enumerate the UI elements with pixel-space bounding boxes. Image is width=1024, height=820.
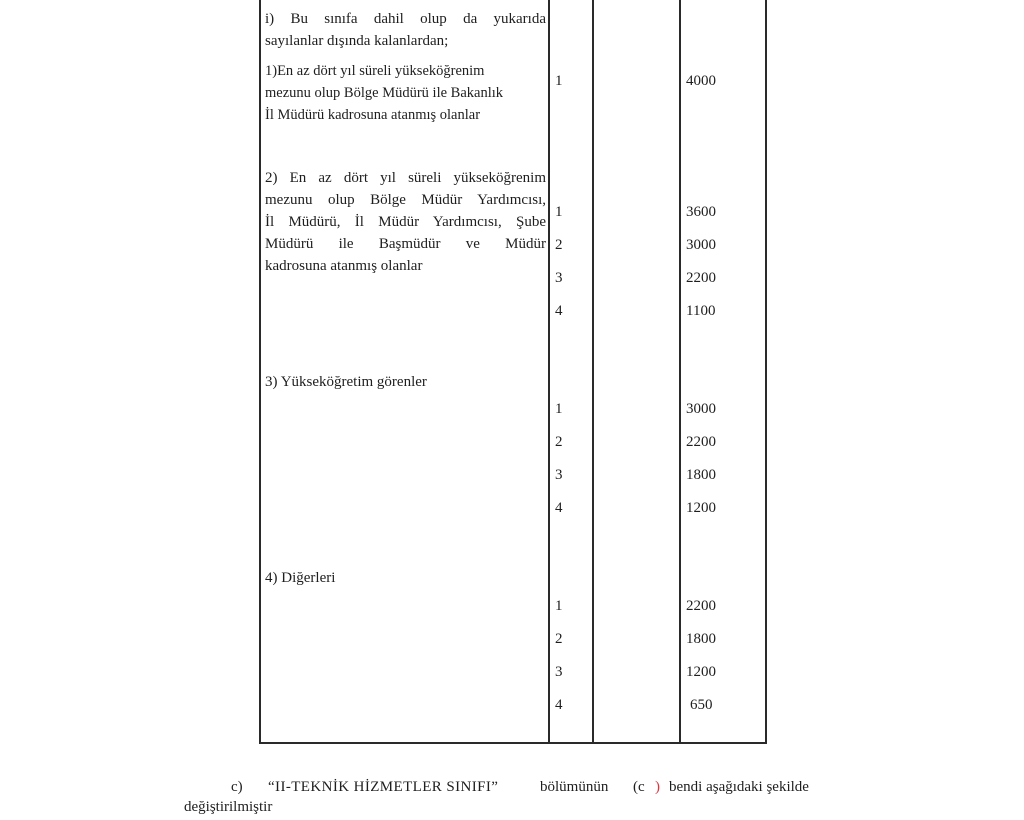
desc-line: mezunu olup Bölge Müdür Yardımcısı, [265, 192, 546, 208]
degree-cell: 1 [555, 73, 563, 89]
desc-line: 4) Diğerleri [265, 570, 336, 586]
amount-cell: 1200 [686, 664, 716, 680]
desc-line: 3) Yükseköğretim görenler [265, 374, 427, 390]
amount-cell: 2200 [686, 270, 716, 286]
table-border-bottom [259, 742, 767, 744]
degree-cell: 1 [555, 401, 563, 417]
desc-line: İl Müdürü kadrosuna atanmış olanlar [265, 107, 481, 123]
degree-cell: 2 [555, 631, 563, 647]
desc-line: mezunu olup Bölge Müdürü ile Bakanlık [265, 85, 504, 101]
amount-cell: 2200 [686, 598, 716, 614]
degree-cell: 3 [555, 467, 563, 483]
amount-cell: 3000 [686, 237, 716, 253]
degree-cell: 1 [555, 204, 563, 220]
degree-cell: 3 [555, 664, 563, 680]
footer-red-mark: ) [655, 779, 660, 795]
footer-word: bölümünün [540, 779, 609, 795]
degree-cell: 4 [555, 697, 563, 713]
footer-section-quote: “II-TEKNİK HİZMETLER SINIFI” [268, 779, 499, 795]
intro-line: sayılanlar dışında kalanlardan; [265, 33, 449, 49]
group-2-description [265, 167, 546, 277]
desc-line: 2) En az dört yıl süreli yükseköğrenim [265, 170, 546, 186]
degree-cell: 4 [555, 303, 563, 319]
footer-line-2: değiştirilmiştir [184, 799, 273, 815]
intro-line: i) Bu sınıfa dahil olup da yukarıda [265, 11, 546, 27]
table-divider-degree [592, 0, 594, 744]
footer-rest: bendi aşağıdaki şekilde [669, 779, 809, 795]
desc-line: kadrosuna atanmış olanlar [265, 258, 423, 274]
degree-cell: 4 [555, 500, 563, 516]
footer-paren-ref: (c [633, 779, 645, 795]
amount-cell: 4000 [686, 73, 716, 89]
table-border-left [259, 0, 261, 744]
amount-cell: 1800 [686, 631, 716, 647]
amount-cell: 3600 [686, 204, 716, 220]
desc-line: Müdürü ile Başmüdür ve Müdür [265, 236, 546, 252]
group-3-description [265, 371, 546, 393]
desc-line: 1)En az dört yıl süreli yükseköğrenim [265, 63, 485, 79]
table-border-right [765, 0, 767, 744]
table-divider-desc [548, 0, 550, 744]
amount-cell: 3000 [686, 401, 716, 417]
amount-cell: 1800 [686, 467, 716, 483]
group-1-description [265, 60, 546, 126]
degree-cell: 1 [555, 598, 563, 614]
amount-cell: 650 [690, 697, 713, 713]
amount-cell: 1100 [686, 303, 716, 319]
desc-line: İl Müdürü, İl Müdür Yardımcısı, Şube [265, 214, 546, 230]
footer-item-label: c) [231, 779, 243, 795]
amount-cell: 2200 [686, 434, 716, 450]
degree-cell: 2 [555, 237, 563, 253]
intro-text [265, 8, 546, 52]
table-divider-blank [679, 0, 681, 744]
amount-cell: 1200 [686, 500, 716, 516]
group-4-description [265, 567, 546, 589]
degree-cell: 2 [555, 434, 563, 450]
degree-cell: 3 [555, 270, 563, 286]
